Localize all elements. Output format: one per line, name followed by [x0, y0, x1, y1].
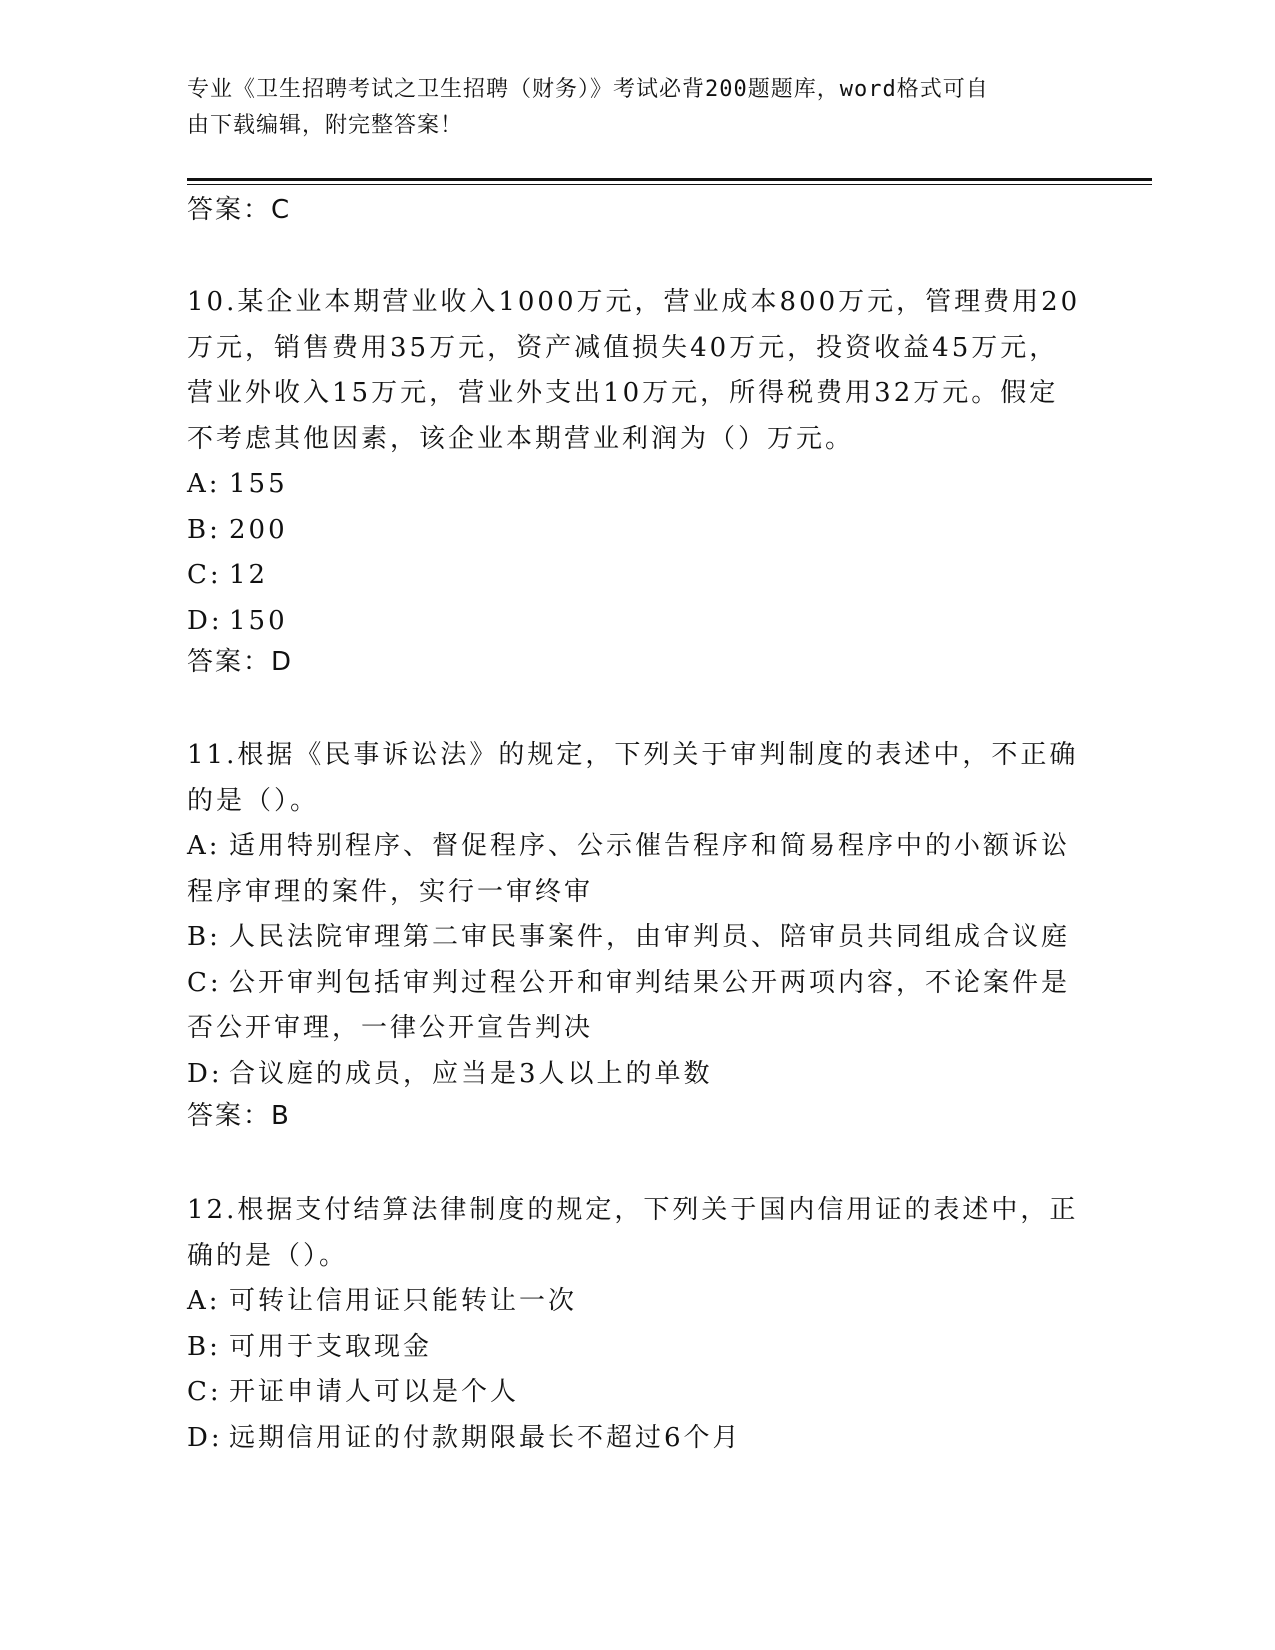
option-text: 可用于支取现金 — [229, 1331, 433, 1362]
option-c — [187, 553, 1087, 599]
option-text: 150 — [229, 605, 288, 636]
header-divider-thin — [187, 184, 1152, 185]
answer-question-11: 答案：B — [187, 1101, 291, 1131]
option-d — [187, 1416, 1087, 1462]
option-b — [187, 508, 1087, 554]
option-label: A: — [187, 831, 221, 861]
option-label: C: — [187, 1377, 222, 1407]
question-11 — [187, 733, 1087, 1097]
header-line-1: 专业《卫生招聘考试之卫生招聘（财务）》考试必背200题题库，word格式可自 — [187, 77, 989, 102]
option-d — [187, 599, 1087, 645]
option-label: C: — [187, 560, 222, 590]
option-a — [187, 462, 1087, 508]
option-label: C: — [187, 967, 222, 998]
question-text-line: 11.根据《民事诉讼法》的规定，下列关于审判制度的表述中，不正确 — [187, 740, 1079, 770]
question-text-line: 营业外收入15万元，营业外支出10万元，所得税费用32万元。假定 — [187, 378, 1059, 408]
option-text: 可转让信用证只能转让一次 — [229, 1286, 578, 1316]
question-text-line: 万元，销售费用35万元，资产减值损失40万元，投资收益45万元， — [187, 332, 1059, 363]
document-header — [187, 72, 1067, 144]
option-label: D: — [187, 1422, 223, 1453]
option-text: 远期信用证的付款期限最长不超过6个月 — [229, 1422, 742, 1453]
question-12 — [187, 1188, 1087, 1461]
option-label: B: — [187, 514, 221, 545]
question-text-line: 的是（）。 — [187, 785, 320, 816]
option-b — [187, 915, 1087, 961]
option-text: 公开审判包括审判过程公开和审判结果公开两项内容，不论案件是 — [229, 967, 1071, 998]
option-text: 开证申请人可以是个人 — [229, 1377, 520, 1407]
option-text: 200 — [229, 514, 288, 545]
option-label: D: — [187, 1058, 223, 1089]
option-c — [187, 1370, 1087, 1416]
header-line-2: 由下载编辑，附完整答案！ — [187, 113, 464, 138]
question-text-line: 确的是（）。 — [187, 1240, 349, 1271]
option-label: B: — [187, 922, 221, 952]
answer-question-10: 答案：D — [187, 647, 294, 677]
option-b — [187, 1325, 1087, 1371]
option-label: A: — [187, 1286, 221, 1316]
option-text: 否公开审理，一律公开宣告判决 — [187, 1013, 594, 1043]
option-text: 12 — [229, 560, 269, 590]
option-a — [187, 824, 1087, 870]
option-c — [187, 961, 1087, 1007]
option-text: 人民法院审理第二审民事案件，由审判员、陪审员共同组成合议庭 — [229, 922, 1071, 952]
question-text-line: 12.根据支付结算法律制度的规定，下列关于国内信用证的表述中，正 — [187, 1195, 1079, 1225]
question-text-line: 不考虑其他因素，该企业本期营业利润为（）万元。 — [187, 423, 855, 454]
option-text: 适用特别程序、督促程序、公示催告程序和简易程序中的小额诉讼 — [229, 831, 1071, 861]
question-text-line: 10.某企业本期营业收入1000万元，营业成本800万元，管理费用20 — [187, 287, 1081, 317]
option-d — [187, 1052, 1087, 1098]
option-label: B: — [187, 1331, 221, 1362]
option-a — [187, 1279, 1087, 1325]
answer-previous-question: 答案：C — [187, 195, 292, 225]
option-text: 合议庭的成员，应当是3人以上的单数 — [229, 1058, 713, 1089]
option-label: A: — [187, 469, 221, 499]
option-text: 程序审理的案件，实行一审终审 — [187, 876, 594, 907]
option-c-continued — [187, 1006, 1087, 1052]
question-10 — [187, 280, 1087, 644]
option-a-continued — [187, 870, 1087, 916]
header-divider-thick — [187, 178, 1152, 181]
option-label: D: — [187, 605, 223, 636]
option-text: 155 — [229, 469, 288, 499]
